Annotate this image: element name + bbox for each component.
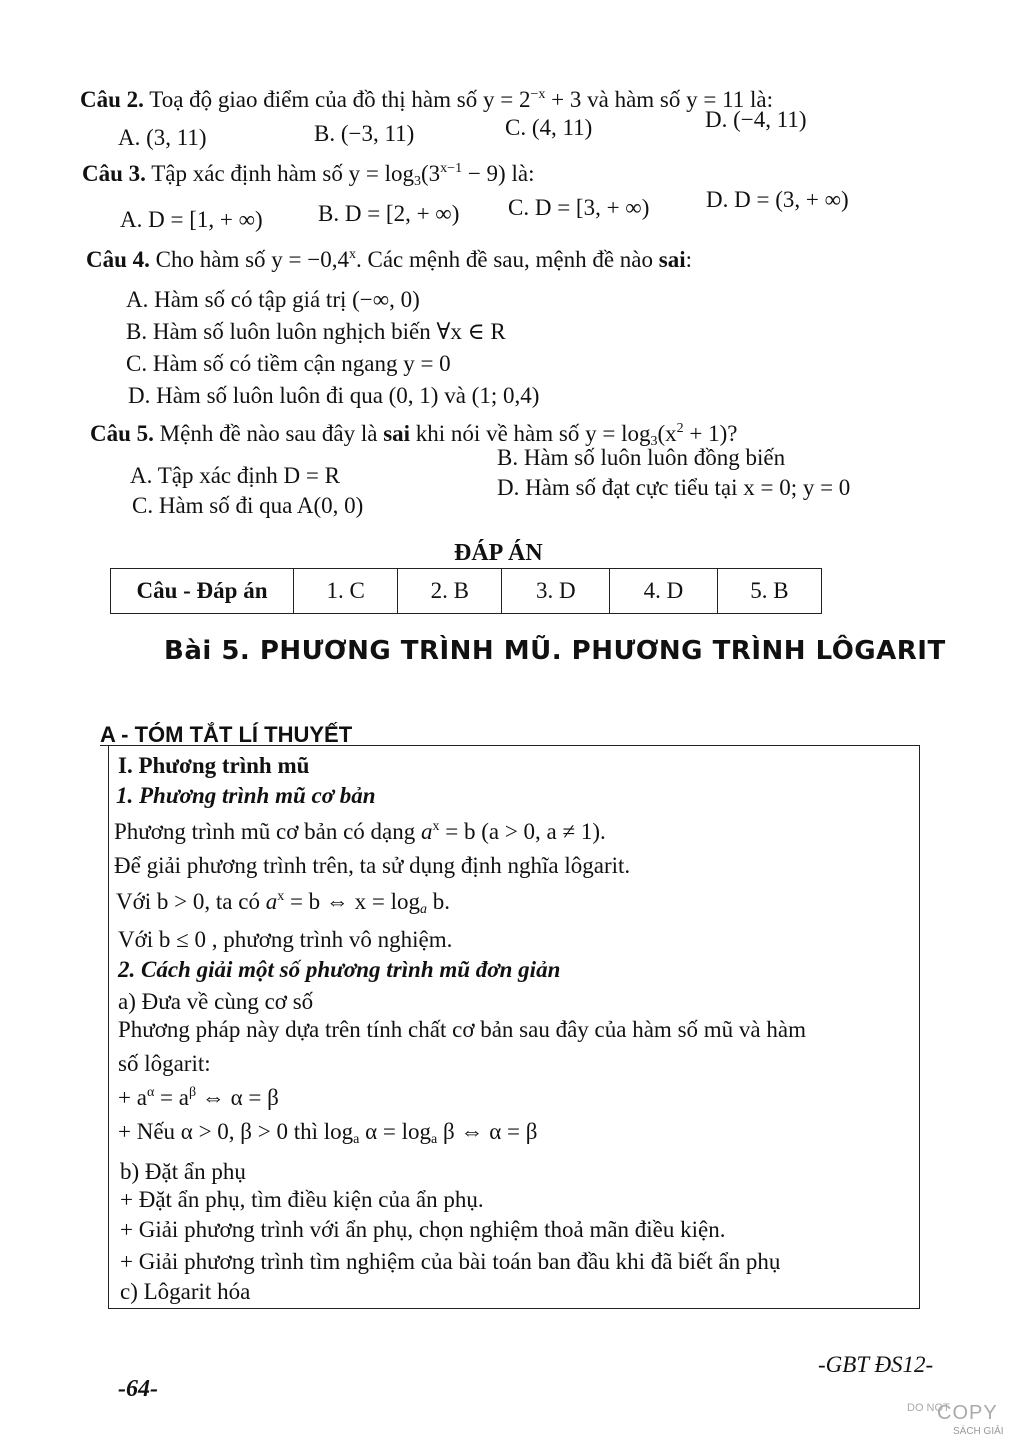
q5-option-c: C. Hàm số đi qua A(0, 0) xyxy=(132,493,364,518)
question-5-equation: $y = \log_3(x^2 + 1)$ xyxy=(585,421,728,449)
question-5-keyword: sai xyxy=(383,421,411,446)
q2-option-c: C. (4, 11) xyxy=(505,115,593,140)
answer-cell-1: 1. C xyxy=(294,569,398,614)
question-4-label: Câu 4. xyxy=(86,247,150,272)
method-a-line-2: số lôgarit: xyxy=(118,1051,211,1076)
method-c-title: c) Lôgarit hóa xyxy=(120,1279,251,1304)
question-4-keyword: sai xyxy=(658,247,686,272)
watermark-sach: SÁCH GIẢI xyxy=(953,1426,1004,1437)
method-a-line-1: Phương pháp này dựa trên tính chất cơ bản sau đây của hàm số mũ và hàm xyxy=(118,1017,806,1042)
question-5-text: Mệnh đề nào sau đây là xyxy=(159,421,378,446)
question-2-equation: $y = 2^{-x} + 3$ xyxy=(483,87,582,112)
answer-key-title: ĐÁP ÁN xyxy=(454,540,543,566)
q3-option-b: B. D = [2, + ∞) xyxy=(318,201,460,226)
watermark-copy: COPY xyxy=(937,1402,998,1424)
question-4 xyxy=(86,246,692,274)
question-5-text-2: khi nói về hàm số xyxy=(415,421,580,446)
question-2 xyxy=(80,86,773,114)
question-3 xyxy=(82,160,534,188)
question-4-colon: : xyxy=(685,247,692,272)
theory-heading-1-2: 2. Cách giải một số phương trình mũ đơn giản xyxy=(118,957,561,982)
theory-line-3 xyxy=(116,888,450,916)
method-b-line-1: + Đặt ẩn phụ, tìm điều kiện của ẩn phụ. xyxy=(120,1187,484,1212)
q3-option-d: D. D = (3, + ∞) xyxy=(706,187,849,212)
theory-line-4: Với b ≤ 0 , phương trình vô nghiệm. xyxy=(118,927,453,952)
q4-option-a: A. Hàm số có tập giá trị (−∞, 0) xyxy=(126,287,420,312)
question-3-label: Câu 3. xyxy=(82,161,146,186)
q2-option-b: B. (−3, 11) xyxy=(314,121,415,146)
theory-heading-1: I. Phương trình mũ xyxy=(118,753,310,778)
question-2-text: Toạ độ giao điểm của đồ thị hàm số xyxy=(149,87,478,112)
q3-option-a: A. D = [1, + ∞) xyxy=(120,207,263,232)
answer-cell-5: 5. B xyxy=(717,569,821,614)
answer-key-header: Câu - Đáp án xyxy=(111,569,294,614)
theory-line-2: Để giải phương trình trên, ta sử dụng định nghĩa lôgarit. xyxy=(114,853,631,878)
method-a-formula-1: + $a^\alpha = a^\beta$ ⇔ α = β xyxy=(118,1085,279,1110)
question-5-label: Câu 5. xyxy=(90,421,154,446)
question-3-tail: là: xyxy=(511,161,535,186)
theory-line-1-equation: $a^x = b$ (a > 0, a ≠ 1). xyxy=(421,819,606,844)
question-4-equation: $y = -0,4^x$ xyxy=(271,247,356,272)
theory-line-3-equation: $a^x = b$ ⇔ $x = \log_a b$. xyxy=(265,889,451,917)
q2-option-d: D. (−4, 11) xyxy=(705,107,807,132)
q4-option-b: B. Hàm số luôn luôn nghịch biến ∀x ∈ R xyxy=(126,319,506,344)
question-3-text: Tập xác định hàm số xyxy=(151,161,343,186)
q2-option-a: A. (3, 11) xyxy=(118,125,207,150)
watermark-do-not: DO NOT xyxy=(907,1402,950,1414)
method-b-line-2: + Giải phương trình với ẩn phụ, chọn nghiệm thoả mãn điều kiện. xyxy=(120,1217,726,1242)
section-heading: A - TÓM TẮT LÍ THUYẾT xyxy=(100,722,353,747)
q4-option-c: C. Hàm số có tiềm cận ngang y = 0 xyxy=(126,351,451,376)
question-5-tail: ? xyxy=(727,421,738,446)
answer-key-table xyxy=(110,568,822,614)
theory-line-3-text: Với b > 0, ta có xyxy=(116,889,260,914)
answer-cell-3: 3. D xyxy=(502,569,610,614)
lesson-title: Bài 5. PHƯƠNG TRÌNH MŨ. PHƯƠNG TRÌNH LÔGARIT xyxy=(164,636,946,666)
q3-option-c: C. D = [3, + ∞) xyxy=(508,195,650,220)
theory-line-1 xyxy=(114,818,606,846)
method-b-line-3: + Giải phương trình tìm nghiệm của bài toán ban đầu khi đã biết ẩn phụ xyxy=(120,1249,781,1274)
page-number: -64- xyxy=(118,1376,158,1402)
question-2-tail: và hàm số y = 11 là: xyxy=(587,87,773,112)
method-b-title: b) Đặt ẩn phụ xyxy=(120,1159,246,1184)
question-4-tail: . Các mệnh đề sau, mệnh đề nào xyxy=(356,247,653,272)
method-a-formula-2: + Nếu α > 0, β > 0 thì $\log_a \alpha = \log_a \beta$ ⇔ α = β xyxy=(118,1119,538,1147)
q5-option-a: A. Tập xác định D = R xyxy=(130,463,340,488)
watermark-logo xyxy=(905,1400,1009,1440)
question-4-text: Cho hàm số xyxy=(155,247,266,272)
book-code: -GBT ĐS12- xyxy=(818,1352,934,1377)
q4-option-d: D. Hàm số luôn luôn đi qua (0, 1) và (1; 0,4) xyxy=(128,383,540,408)
theory-heading-1-1: 1. Phương trình mũ cơ bản xyxy=(116,783,376,808)
answer-cell-4: 4. D xyxy=(610,569,718,614)
q5-option-b: B. Hàm số luôn luôn đồng biến xyxy=(497,445,786,470)
answer-cell-2: 2. B xyxy=(398,569,502,614)
question-3-equation: $y = \log_3(3^{x-1} - 9)$ xyxy=(348,161,506,189)
method-a-title: a) Đưa về cùng cơ số xyxy=(118,989,314,1014)
question-2-label: Câu 2. xyxy=(80,87,144,112)
theory-line-1-text: Phương trình mũ cơ bản có dạng xyxy=(114,819,416,844)
table-row xyxy=(111,569,822,614)
q5-option-d: D. Hàm số đạt cực tiểu tại x = 0; y = 0 xyxy=(497,475,851,500)
